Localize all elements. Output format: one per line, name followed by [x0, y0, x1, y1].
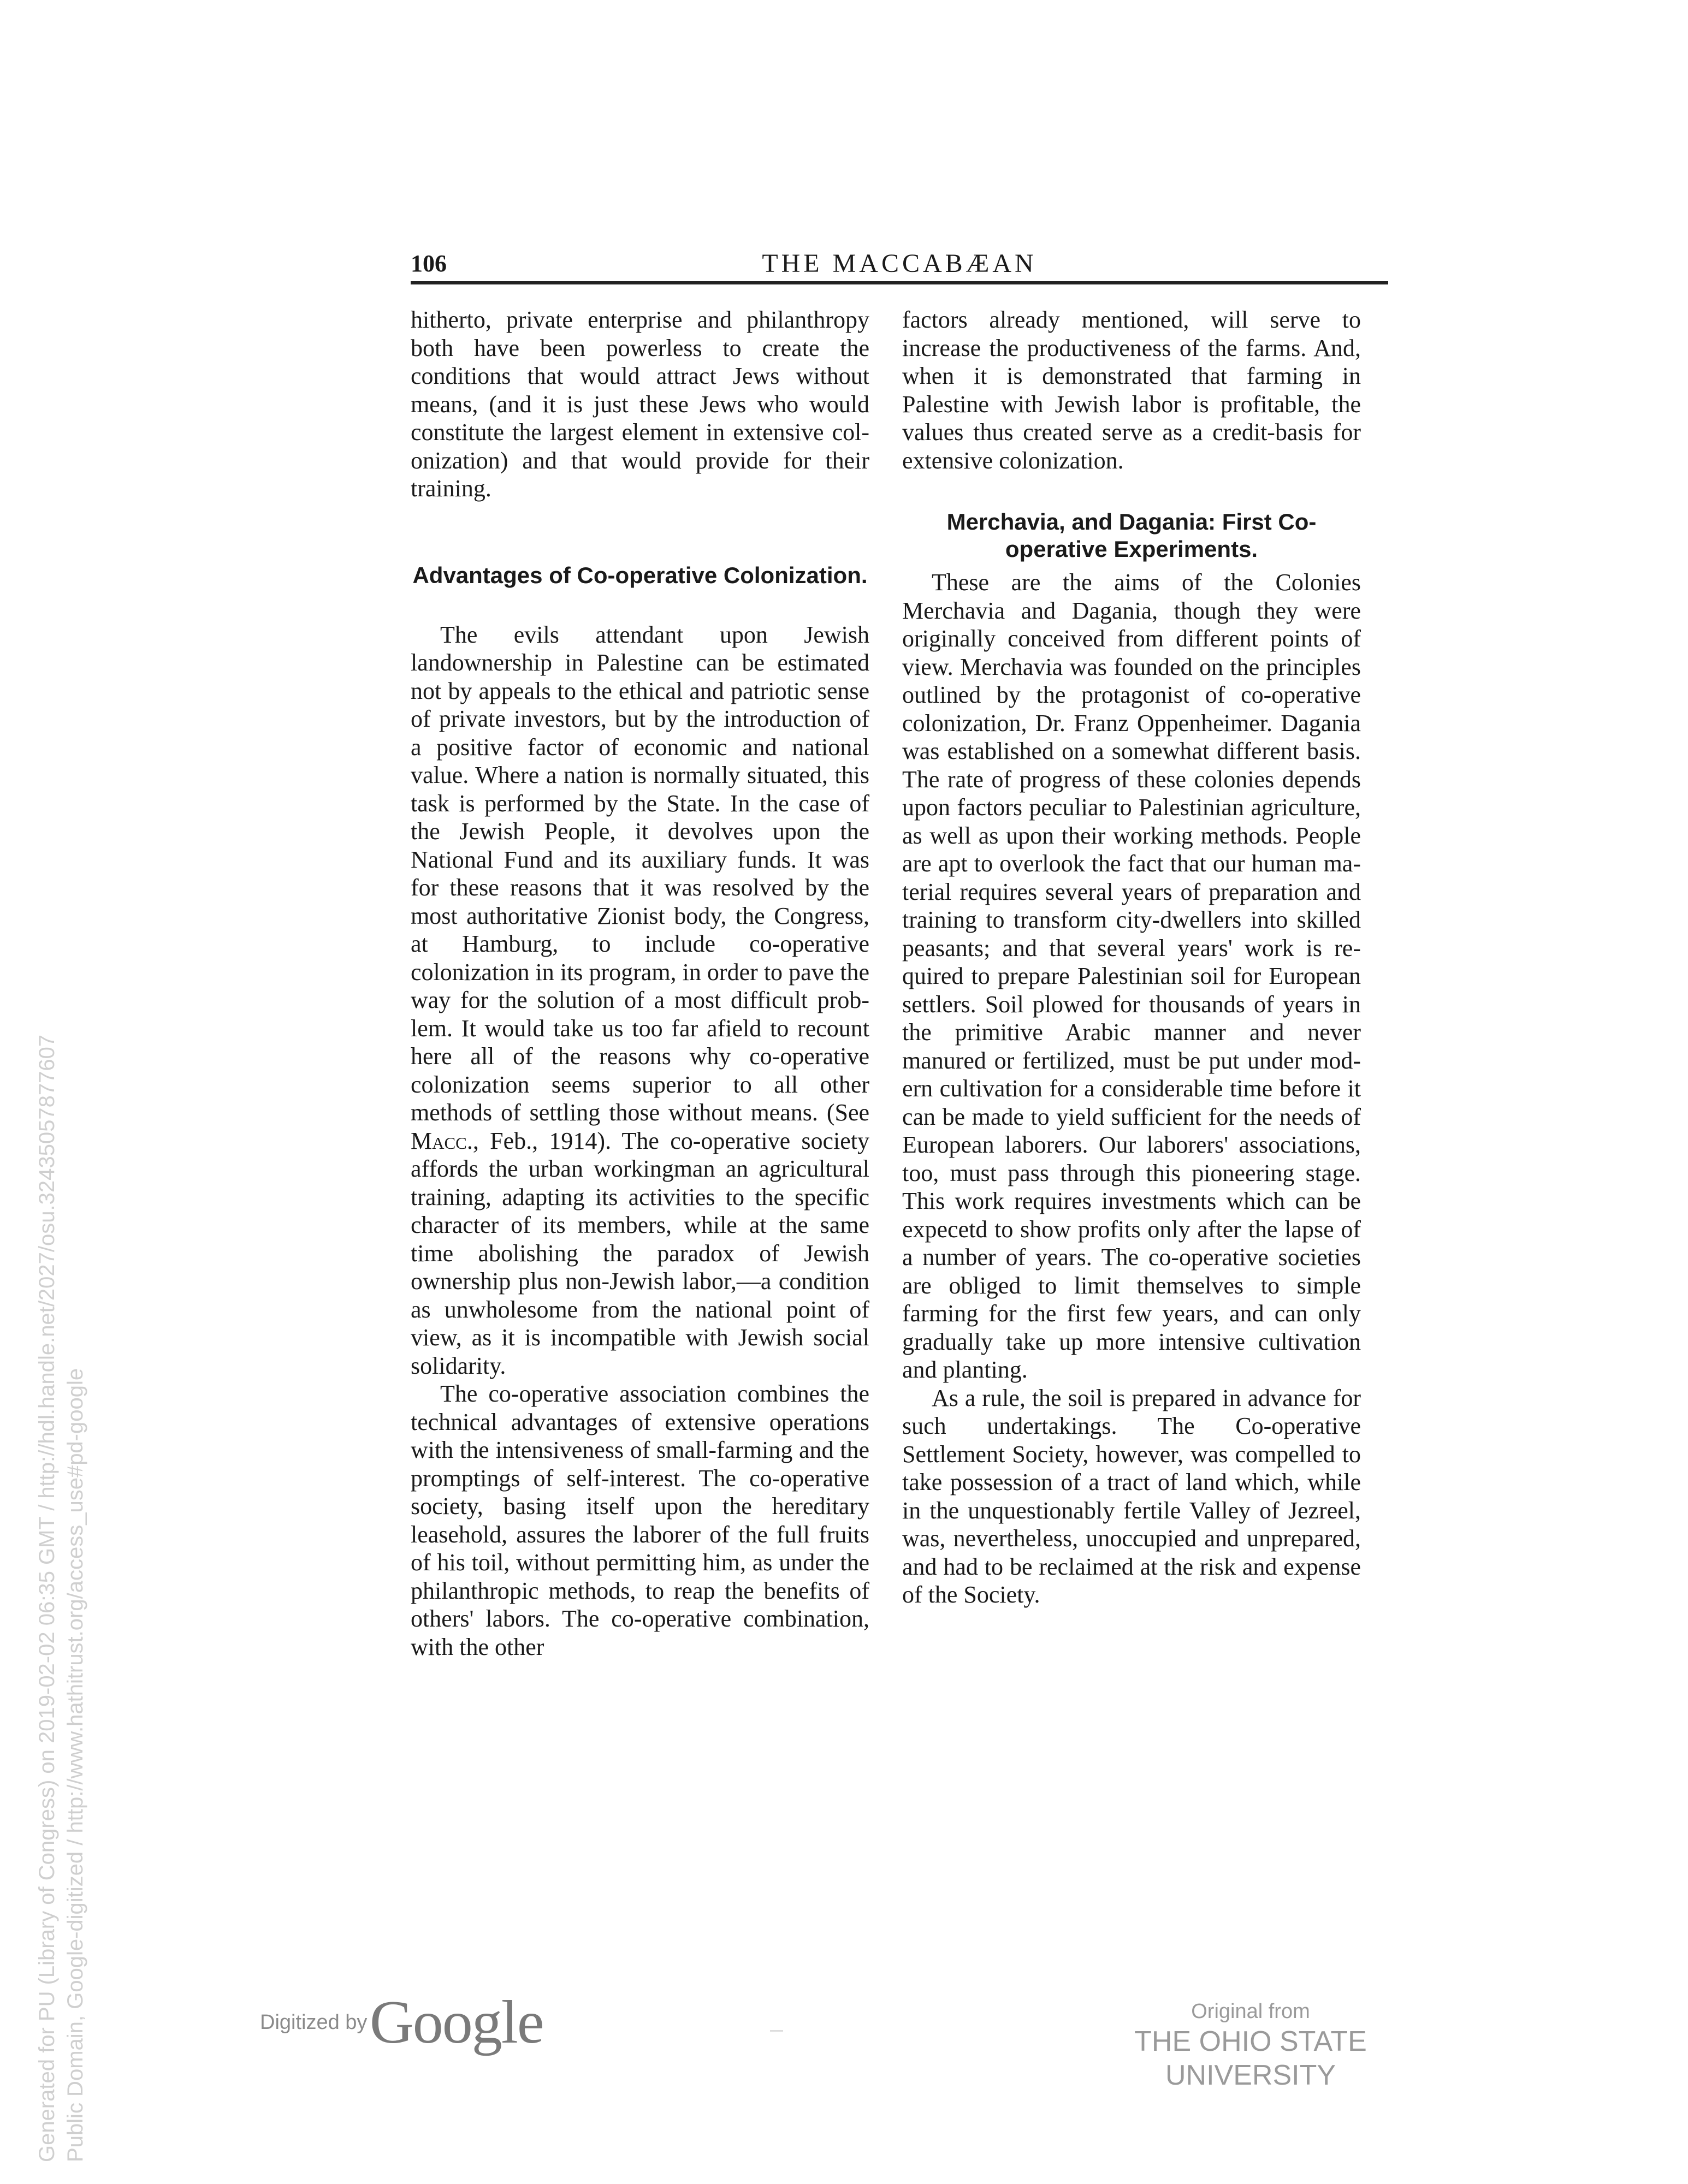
section-heading-merchavia: Merchavia, and Dagania: First Co-operative Experiments.: [946, 509, 1317, 562]
page-number: 106: [411, 250, 447, 277]
digitized-by-google: [260, 1987, 543, 2056]
footer-divider: [770, 2030, 783, 2032]
journal-abbreviation: Macc.: [411, 1127, 473, 1154]
paragraph-evils: [411, 621, 869, 1380]
running-title: THE MACCABÆAN: [762, 249, 1037, 278]
section-heading-advantages: Advantages of Co-operative Colonization.: [412, 562, 868, 588]
access-watermark: [33, 1035, 90, 2162]
google-logo: Google: [369, 1989, 543, 2056]
paragraph-cooperative-association: The co-operative association combines the technical advantages of extensive operations with the intensiveness of small-farming and the promptings of self-interest. The co-operative society, basing itself upon the hereditary leasehold, assures the laborer of the full fruits of his toil, without permitting him, as under the philanthropic methods, to reap the benefits of others' labors. The co-operative combination, with the other: [411, 1380, 869, 1660]
left-column: [411, 306, 869, 1661]
paragraph-soil: As a rule, the soil is prepared in advance for such undertakings. The Co-operative Settlement Society, however, was compelled to take possession of a tract of land which, while in the unquestionably fertile Valley of Jezreel, was, nevertheless, unoccupied and unprepared, and had to be reclaimed at the risk and expense of the Society.: [902, 1384, 1361, 1608]
continued-paragraph: hitherto, private enterprise and philanthropy both have been powerless to create the conditions that would attract Jews without means, (and it is just these Jews who would constitute the largest element in extensive colonization) and that would provide for their training.: [411, 306, 869, 502]
right-column: [902, 306, 1361, 1609]
page-header: [411, 248, 1388, 284]
paragraph-text: , Feb., 1914). The co-operative society affords the urban workingman an agricultural training, adapting its activities to the specific character of its members, while at the same time abolishing the paradox of Jewish ownership plus non-Jewish labor,—a condition as unwholesome from the national point of view, as it is incompatible with Jewish social solidarity.: [411, 1127, 869, 1379]
watermark-line: Generated for PU (Library of Congress) on 2019-02-02 06:35 GMT / http://hdl.handle.net/2027/osu.32435057877607: [35, 1034, 59, 2162]
continued-paragraph: factors already mentioned, will serve to increase the productiveness of the farms. And, when it is demonstrated that farming in Palestine with Jewish labor is profitable, the values thus created serve as a credit-basis for extensive colonization.: [902, 306, 1361, 474]
watermark-line: Public Domain, Google-digitized / http://www.hathitrust.org/access_use#pd-google: [63, 1368, 87, 2162]
digitized-by-label: Digitized by: [260, 2011, 368, 2034]
original-from-label: Original from: [1191, 2000, 1310, 2023]
paragraph-aims: These are the aims of the Colonies Merchavia and Dagania, though they were originally conceived from different points of view. Merchavia was founded on the principles outlined by the protagonist of co-operative colonization, Dr. Franz Oppenheimer. Dagania was established on a somewhat different basis. The rate of progress of these colonies depends upon factors peculiar to Palestinian agriculture, as well as upon their working methods. People are apt to overlook the fact that our human material requires several years of preparation and training to transform city-dwellers into skilled peasants; and that several years' work is required to prepare Palestinian soil for European settlers. Soil plowed for thousands of years in the primitive Arabic manner and never manured or fertilized, must be put under modern cultivation for a considerable time before it can be made to yield sufficient for the needs of European laborers. Our laborers' associations, too, must pass through this pioneering stage. This work requires investments which can be expecetd to show profits only after the lapse of a number of years. The co-operative societies are obliged to limit themselves to simple farming for the first few years, and can only gradually take up more intensive cultivation and planting.: [902, 569, 1361, 1383]
university-name: THE OHIO STATE UNIVERSITY: [1134, 2026, 1367, 2091]
paragraph-text: The evils attendant upon Jewish landownership in Palestine can be estimated not by appeals to the ethical and patriotic sense of private investors, but by the introduction of a positive factor of economic and national value. Where a nation is normally situated, this task is performed by the State. In the case of the Jewish People, it devolves upon the National Fund and its auxiliary funds. It was for these reasons that it was resolved by the most authoritative Zionist body, the Congress, at Hamburg, to include co-operative colonization in its program, in order to pave the way for the solution of a most difficult problem. It would take us too far afield to recount here all of the reasons why co-operative colonization seems superior to all other methods of settling those without means. (See: [411, 621, 869, 1126]
original-source: [1054, 1998, 1447, 2092]
